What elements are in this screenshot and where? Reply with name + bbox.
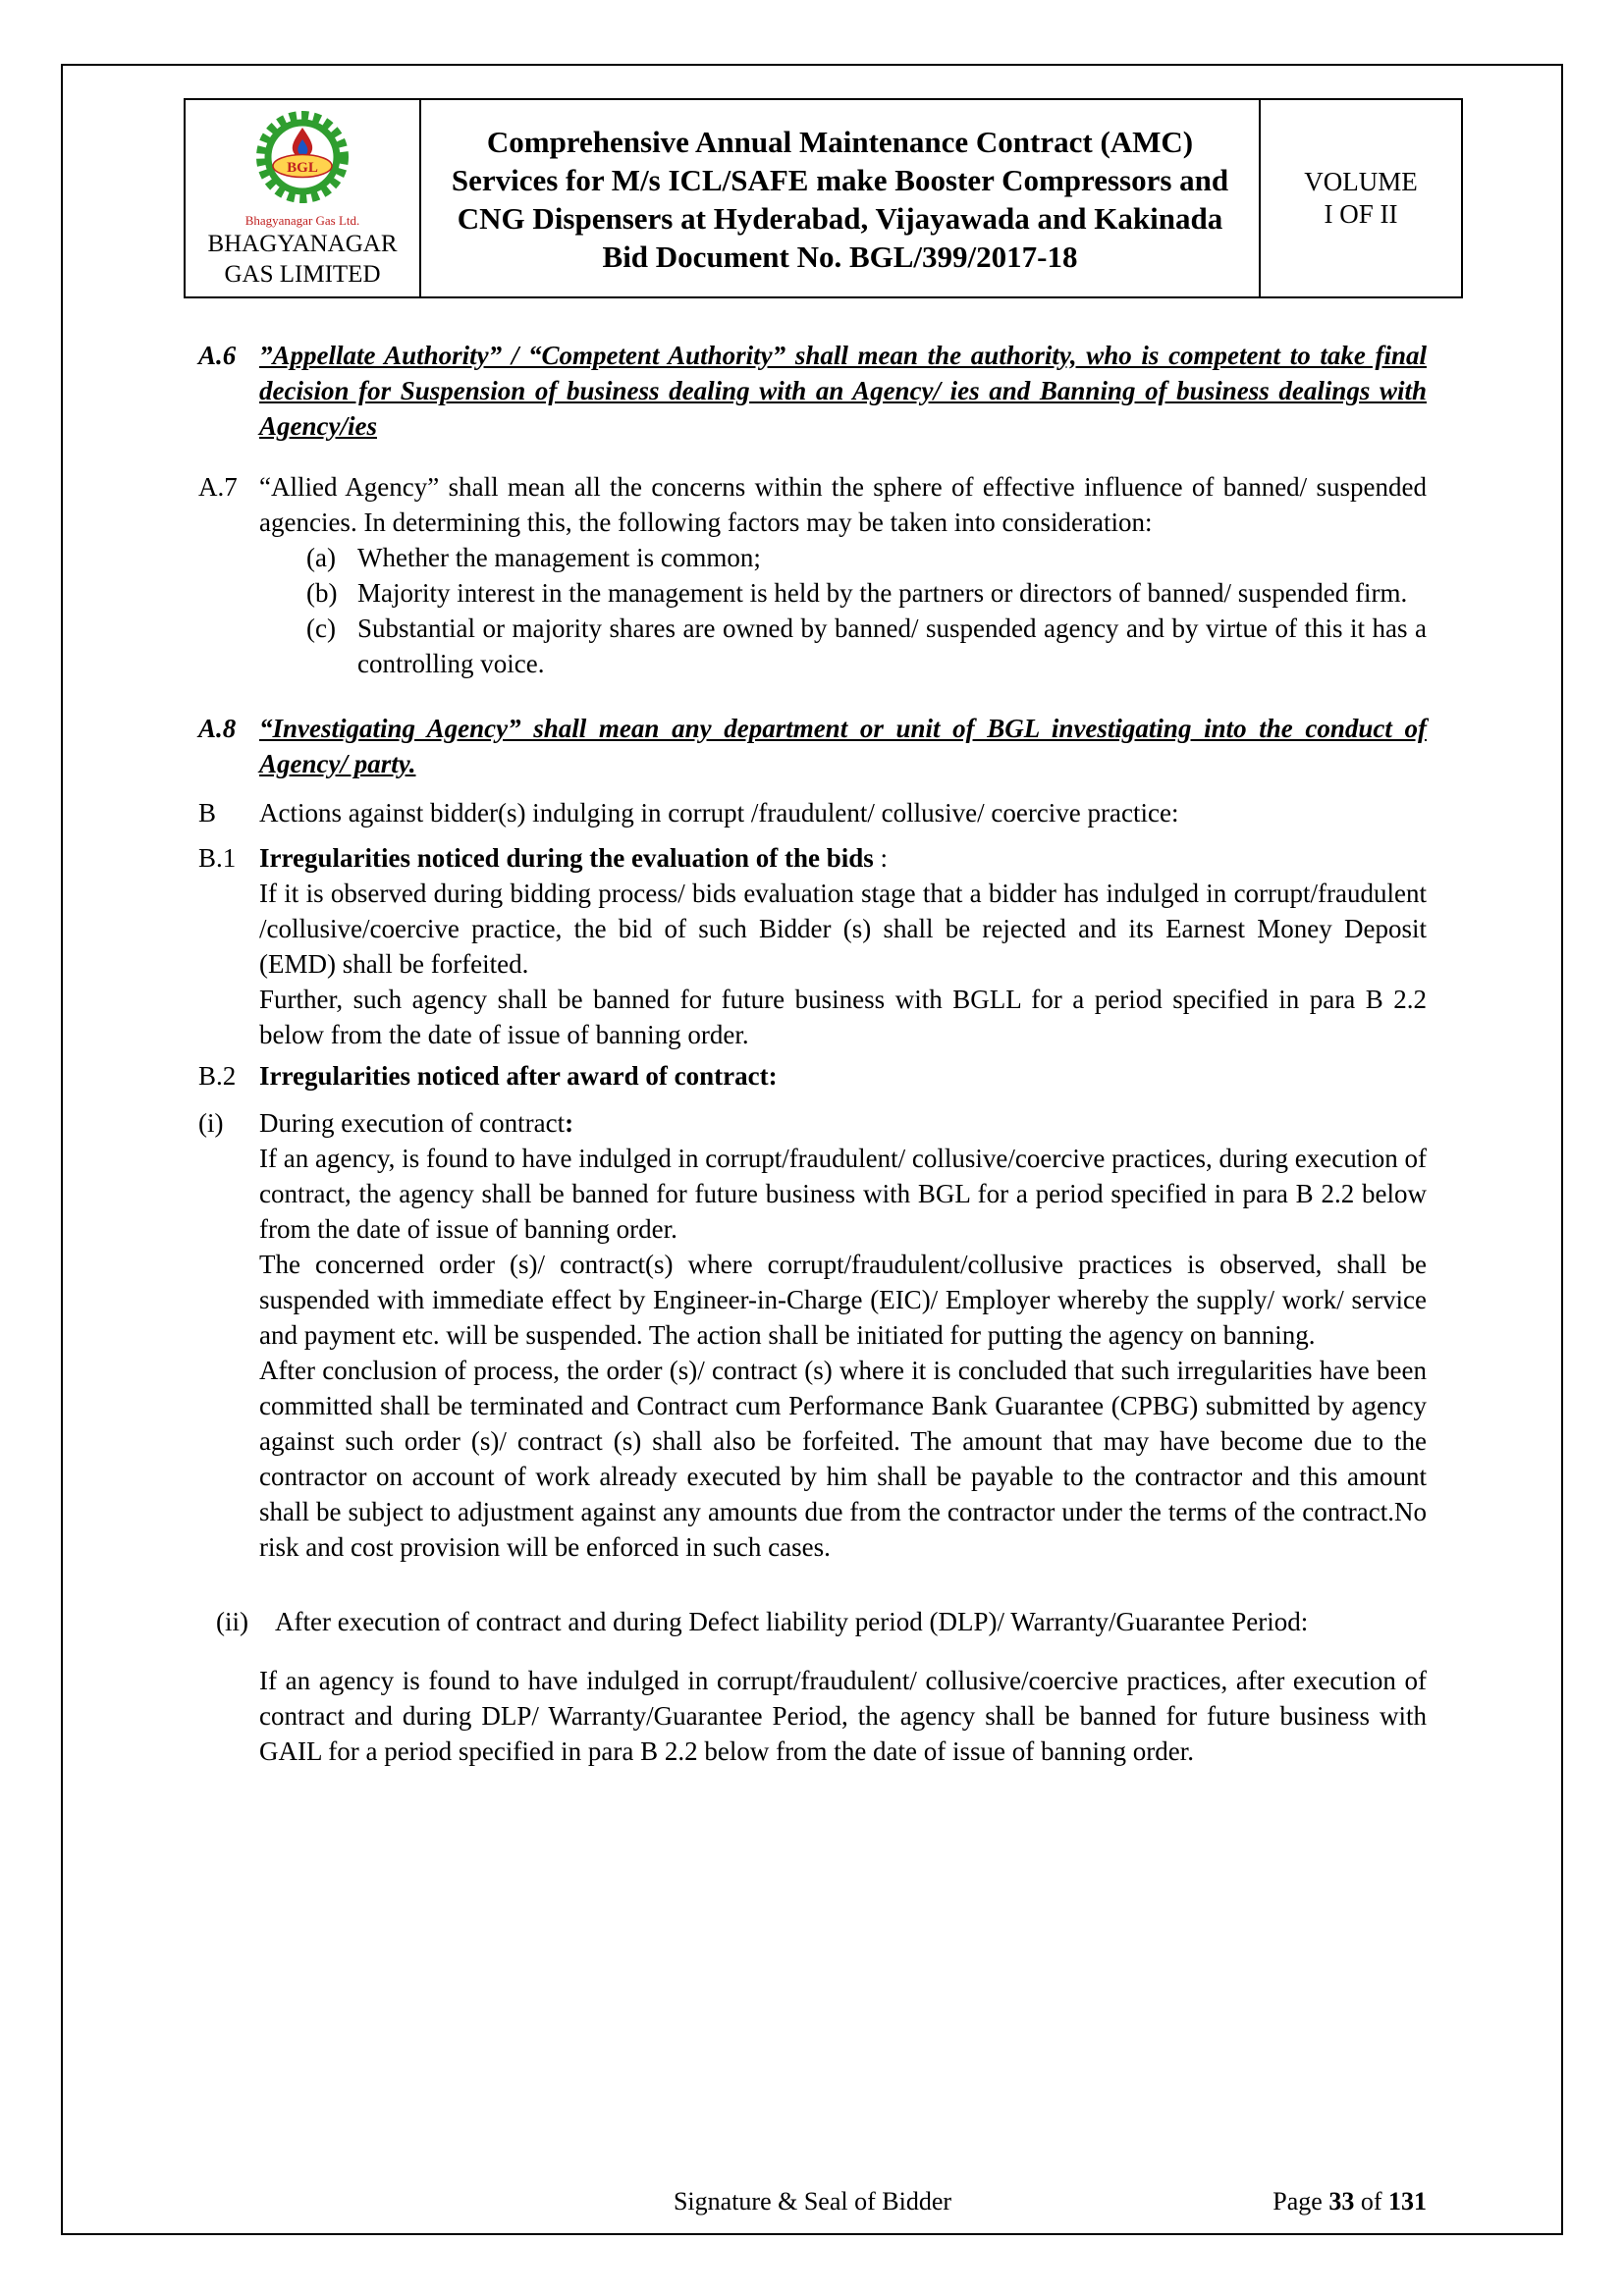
- signature-label: Signature & Seal of Bidder: [673, 2187, 952, 2216]
- clause-i-title-suffix: :: [565, 1108, 574, 1138]
- clause-ii-marker: (ii): [216, 1607, 248, 1636]
- section-b-number: B: [198, 798, 217, 828]
- clause-i-heading: [198, 1105, 1427, 1141]
- section-a8: [198, 711, 1427, 781]
- section-a6-number: A.6: [198, 341, 237, 370]
- total-pages: 131: [1388, 2187, 1427, 2216]
- section-b: [198, 795, 1427, 830]
- item-c-text: Substantial or majority shares are owned by banned/ suspended agency and by virtue of this it has a controlling voice.: [357, 614, 1427, 678]
- section-b1-number: B.1: [198, 843, 237, 873]
- clause-i-paragraph-2: The concerned order (s)/ contract(s) where corrupt/fraudulent/collusive practices is observed, shall be suspended with immediate effect by Engineer-in-Charge (EIC)/ Employer whereby the supply/ work/ service and payment etc. will be suspended. The action shall be initiated for putting the agency on banning.: [259, 1250, 1427, 1350]
- header-table: [184, 98, 1463, 298]
- page-word: Page: [1272, 2187, 1323, 2216]
- volume-line1: VOLUME: [1304, 167, 1418, 196]
- of-word: of: [1360, 2187, 1382, 2216]
- volume-line2: I OF II: [1324, 199, 1398, 229]
- clause-i-paragraph-1: If an agency, is found to have indulged in corrupt/fraudulent/ collusive/coercive practices, during execution of contract, the agency shall be banned for future business with BGL for a period specified in para B 2.2 below from the date of issue of banning order.: [259, 1144, 1427, 1244]
- page-indicator: [1272, 2186, 1427, 2217]
- page-footer: [198, 2186, 1427, 2217]
- section-a6: [198, 338, 1427, 444]
- b1-paragraph-1: If it is observed during bidding process/ bids evaluation stage that a bidder has indulged in corrupt/fraudulent /collusive/coercive practice, the bid of such Bidder (s) shall be rejected and its Earnest Money Deposit (EMD) shall be forfeited.: [259, 879, 1427, 979]
- volume-cell: [1261, 100, 1461, 296]
- section-a7-text: “Allied Agency” shall mean all the concerns within the sphere of effective influence of banned/ suspended agencies. In determining this, the following factors may be taken into consideration:: [259, 472, 1427, 537]
- section-a7-number: A.7: [198, 472, 238, 502]
- logo-cell: [186, 100, 421, 296]
- section-b1-title: Irregularities noticed during the evaluation of the bids: [259, 843, 874, 873]
- b1-paragraph-2: Further, such agency shall be banned for future business with BGLL for a period specified in para B 2.2 below from the date of issue of banning order.: [259, 985, 1427, 1049]
- section-b2-heading: [198, 1058, 1427, 1094]
- section-a7: [198, 469, 1427, 540]
- org-name-line2: GAS LIMITED: [224, 261, 381, 288]
- item-a-marker: (a): [306, 543, 336, 572]
- title-cell: [421, 100, 1261, 296]
- bid-doc-number: Bid Document No. BGL/399/2017-18: [602, 240, 1078, 274]
- clause-i-marker: (i): [198, 1108, 224, 1138]
- bgl-logo-icon: [243, 110, 362, 212]
- clause-i-paragraph-3: After conclusion of process, the order (s)/ contract (s) where it is concluded that such irregularities have been committed shall be terminated and Contract cum Performance Bank Guarantee (CPBG) submitted by agency against such order (s)/ contract (s) shall also be forfeited. The amount that may have become due to the contractor on account of work already executed by him shall be payable to the contractor and this amount shall be subject to adjustment against any amounts due from the contractor under the terms of the contract.No risk and cost provision will be enforced in such cases.: [259, 1356, 1427, 1562]
- section-b-text: Actions against bidder(s) indulging in corrupt /fraudulent/ collusive/ coercive practice:: [259, 798, 1179, 828]
- section-b1-heading: [198, 840, 1427, 876]
- item-b-text: Majority interest in the management is held by the partners or directors of banned/ suspended firm.: [357, 578, 1408, 608]
- section-a8-number: A.8: [198, 714, 237, 743]
- section-a6-text: ”Appellate Authority” / “Competent Authority” shall mean the authority, who is competent to take final decision for Suspension of business dealing with an Agency/ ies and Banning of business dealings with Agency/ies: [259, 341, 1427, 441]
- section-b2-title: Irregularities noticed after award of contract:: [259, 1061, 778, 1091]
- doc-title: Comprehensive Annual Maintenance Contract (AMC) Services for M/s ICL/SAFE make Booster Compressors and CNG Dispensers at Hyderabad, Vijayawada and Kakinada: [451, 125, 1229, 236]
- clause-i-title: During execution of contract: [259, 1108, 566, 1138]
- item-a-text: Whether the management is common;: [357, 543, 761, 572]
- item-b-marker: (b): [306, 578, 338, 608]
- page-number: 33: [1328, 2187, 1355, 2216]
- clause-ii-heading: [198, 1604, 1427, 1639]
- page-border-frame: [61, 64, 1563, 2235]
- list-item-c: [306, 611, 1427, 681]
- logo-caption: Bhagyanagar Gas Ltd.: [244, 213, 360, 228]
- section-a8-text: “Investigating Agency” shall mean any department or unit of BGL investigating into the conduct of Agency/ party.: [259, 714, 1427, 778]
- section-b2-number: B.2: [198, 1061, 237, 1091]
- list-item-b: [306, 575, 1427, 611]
- section-b1-title-suffix: :: [873, 843, 889, 873]
- document-body: [63, 298, 1561, 1769]
- clause-ii-paragraph-1: If an agency is found to have indulged in corrupt/fraudulent/ collusive/coercive practices, after execution of contract and during DLP/ Warranty/Guarantee Period, the agency shall be banned for future business with GAIL for a period specified in para B 2.2 below from the date of issue of banning order.: [259, 1666, 1427, 1766]
- clause-ii-title: After execution of contract and during Defect liability period (DLP)/ Warranty/Guarantee Period:: [275, 1607, 1309, 1636]
- list-item-a: [306, 540, 1427, 575]
- org-name-line1: BHAGYANAGAR: [207, 231, 398, 257]
- item-c-marker: (c): [306, 614, 336, 643]
- logo-bgl-text: BGL: [287, 160, 318, 176]
